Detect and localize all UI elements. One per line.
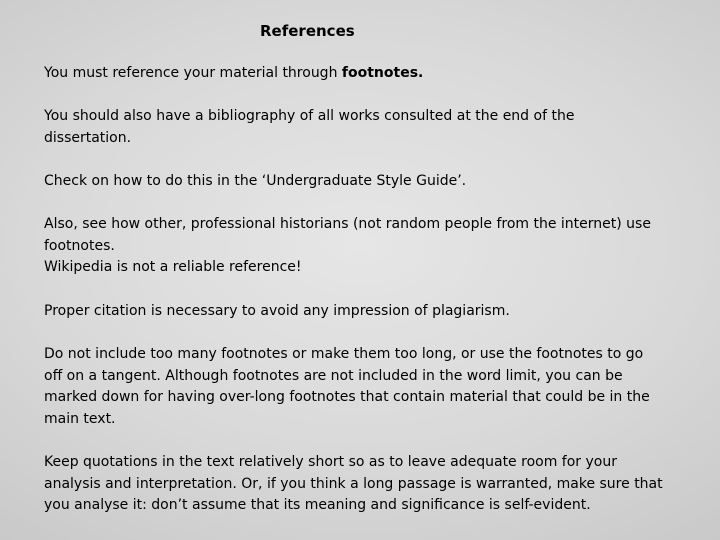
paragraph-line: you analyse it: don’t assume that its meaning and significance is self-evident. bbox=[44, 497, 591, 513]
paragraph-line: You should also have a bibliography of all works consulted at the end of the bbox=[44, 108, 575, 124]
paragraph-line: marked down for having over-long footnotes that contain material that could be in the bbox=[44, 389, 650, 405]
paragraph-line: main text. bbox=[44, 410, 116, 427]
paragraph-style-guide: Check on how to do this in the ‘Undergraduate Style Guide’. bbox=[44, 173, 467, 189]
paragraph-quotations bbox=[44, 452, 694, 517]
paragraph-footnote-length bbox=[44, 344, 694, 430]
paragraph-line: Do not include too many footnotes or make them too long, or use the footnotes to go bbox=[44, 346, 644, 362]
paragraph-footnotes-text: You must reference your material through bbox=[44, 65, 342, 81]
paragraph-plagiarism: Proper citation is necessary to avoid any impression of plagiarism. bbox=[44, 303, 510, 319]
paragraph-line: Wikipedia is not a reliable reference! bbox=[44, 259, 302, 275]
paragraph-footnotes bbox=[44, 63, 694, 85]
footnotes-emphasis: footnotes. bbox=[341, 65, 424, 81]
paragraph-line: Keep quotations in the text relatively short so as to leave adequate room for your bbox=[44, 454, 617, 470]
paragraph-line: off on a tangent. Although footnotes are not included in the word limit, you can be bbox=[44, 367, 623, 384]
paragraph-historians bbox=[44, 214, 694, 279]
paragraph-bibliography bbox=[44, 106, 694, 149]
slide-title: References bbox=[260, 22, 355, 40]
paragraph-line: Also, see how other, professional historians (not random people from the internet) use bbox=[44, 216, 651, 232]
paragraph-line: footnotes. bbox=[44, 237, 115, 254]
paragraph-line: analysis and interpretation. Or, if you think a long passage is warranted, make sure that bbox=[44, 475, 663, 492]
paragraph-line: dissertation. bbox=[44, 129, 132, 146]
